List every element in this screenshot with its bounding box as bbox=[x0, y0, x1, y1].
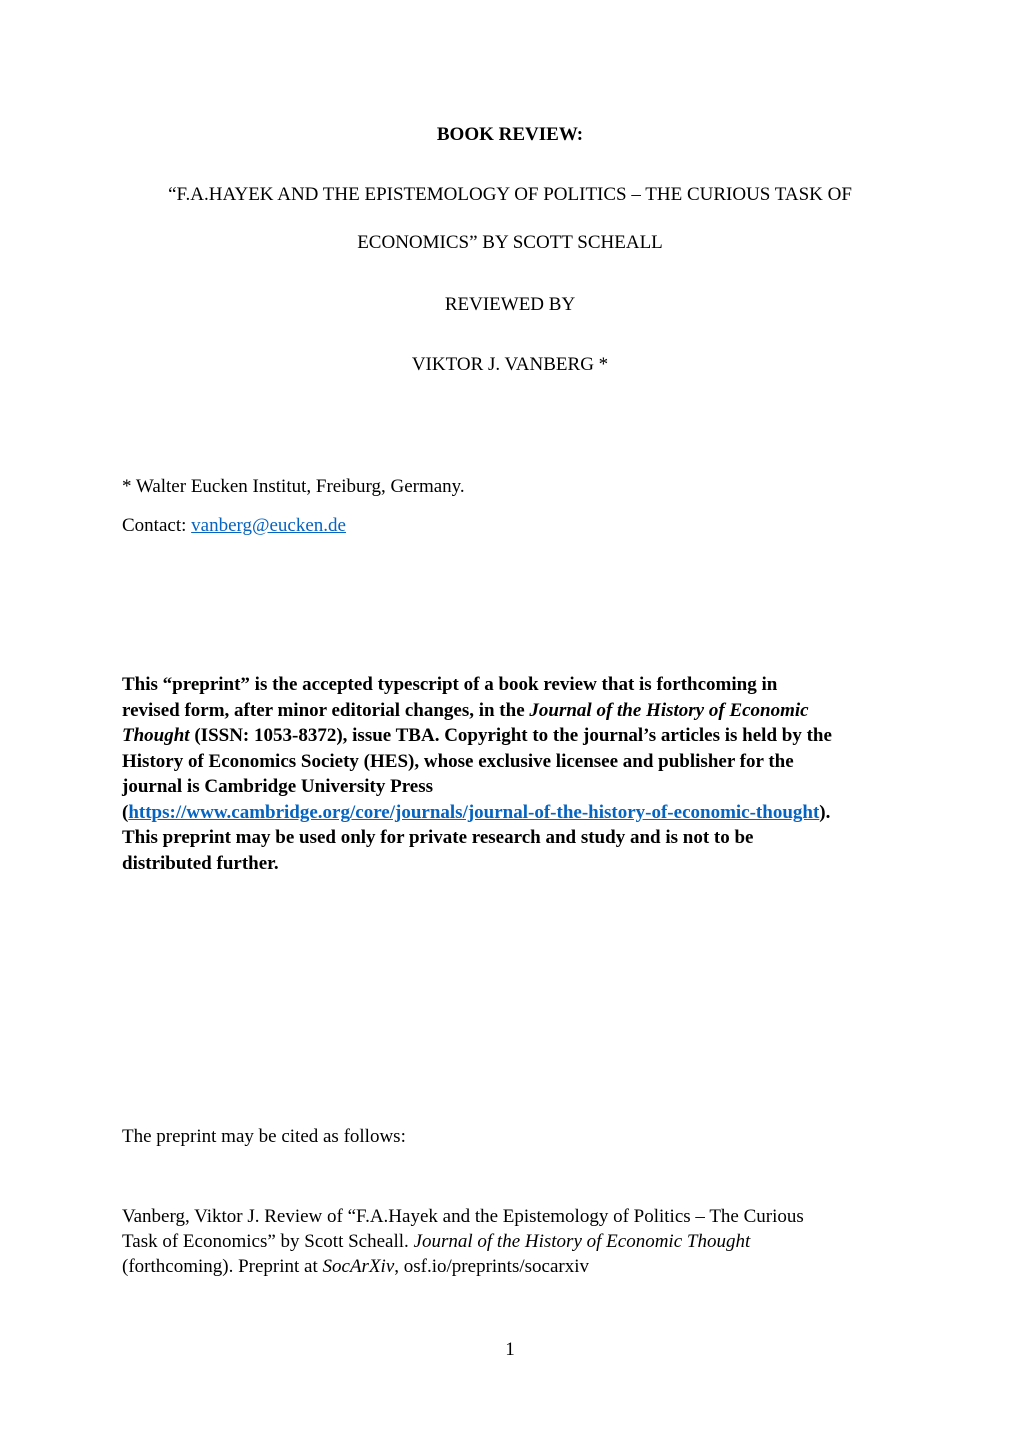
notice-line-3 bbox=[122, 723, 922, 749]
citation-line-3-end: , osf.io/preprints/socarxiv bbox=[394, 1256, 589, 1277]
paren-close: ). bbox=[819, 801, 831, 823]
notice-line-2-text: revised form, after minor editorial changes, in the bbox=[122, 699, 530, 721]
citation bbox=[122, 1204, 922, 1279]
journal-name: Journal of the History of Economic bbox=[529, 699, 809, 721]
citation-line-2 bbox=[122, 1229, 922, 1254]
notice-line-4: History of Economics Society (HES), whose exclusive licensee and publisher for the bbox=[122, 750, 794, 772]
journal-name-cont: Thought bbox=[122, 725, 190, 746]
citation-line-1: Vanberg, Viktor J. Review of “F.A.Hayek and the Epistemology of Politics – The Curious bbox=[122, 1206, 804, 1227]
reviewed-by-label: REVIEWED BY bbox=[444, 294, 576, 315]
notice-line-1: This “preprint” is the accepted typescript of a book review that is forthcoming in bbox=[122, 674, 778, 695]
book-title-line-1: “F.A.HAYEK AND THE EPISTEMOLOGY OF POLITICS – THE CURIOUS TASK OF bbox=[168, 184, 852, 205]
notice-line-5: journal is Cambridge University Press bbox=[122, 776, 434, 797]
contact-line bbox=[122, 515, 346, 537]
contact-label: Contact: bbox=[122, 515, 192, 536]
citation-line-3-text: (forthcoming). Preprint at bbox=[122, 1256, 323, 1277]
page-number: 1 bbox=[505, 1339, 515, 1360]
notice-line-2 bbox=[122, 698, 922, 724]
citation-intro: The preprint may be cited as follows: bbox=[122, 1126, 406, 1147]
citation-journal: Journal of the History of Economic Thought bbox=[413, 1231, 751, 1252]
notice-line-6 bbox=[122, 800, 922, 826]
citation-line-3 bbox=[122, 1254, 922, 1279]
notice-line-7: This preprint may be used only for private research and study and is not to be bbox=[122, 827, 754, 848]
paren-open: ( bbox=[122, 801, 129, 823]
journal-url-link[interactable]: https://www.cambridge.org/core/journals/journal-of-the-history-of-economic-thought bbox=[128, 801, 820, 823]
email-link[interactable]: vanberg@eucken.de bbox=[191, 515, 346, 536]
preprint-notice bbox=[122, 672, 922, 876]
book-title-line-2: ECONOMICS” BY SCOTT SCHEALL bbox=[357, 232, 663, 253]
affiliation: * Walter Eucken Institut, Freiburg, Germany. bbox=[122, 476, 465, 497]
reviewer-name: VIKTOR J. VANBERG * bbox=[411, 354, 609, 375]
notice-line-3-text: (ISSN: 1053-8372), issue TBA. Copyright to the journal’s articles is held by the bbox=[189, 725, 832, 746]
citation-site: SocArXiv bbox=[322, 1256, 395, 1277]
notice-line-8: distributed further. bbox=[122, 852, 279, 874]
citation-line-2-text: Task of Economics” by Scott Scheall. bbox=[122, 1231, 414, 1252]
review-label: BOOK REVIEW: bbox=[436, 124, 584, 145]
